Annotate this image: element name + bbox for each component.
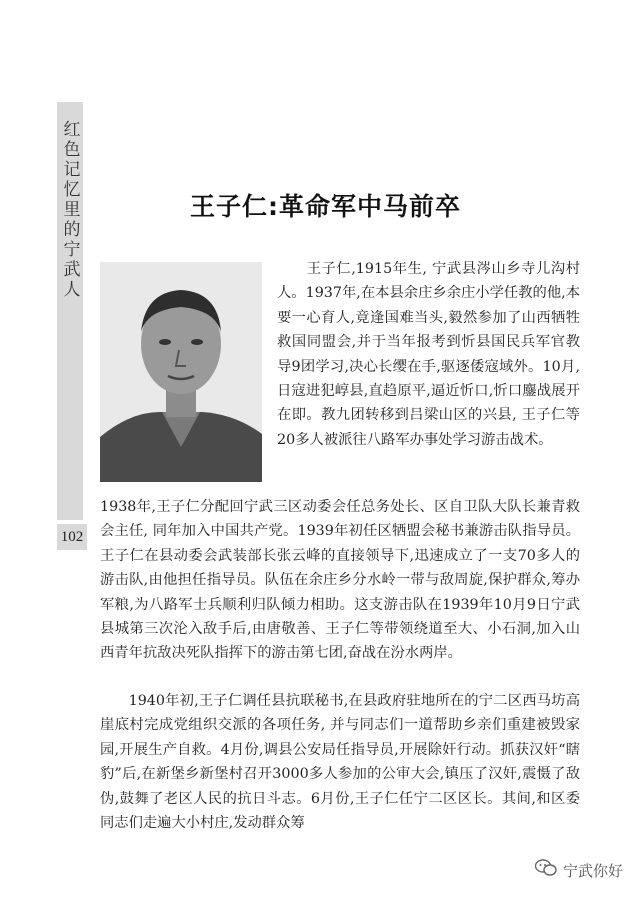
- page-number: 102: [57, 524, 87, 550]
- paragraph-1938: 1938年,王子仁分配回宁武三区动委会任总务处长、区自卫队大队长兼青救会主任, 同年加入中国共产党。1939年初任区牺盟会秘书兼游击队指导员。王子仁在县动委会武装部长张云峰的直接领导下,迅速成立了一支70多人的游击队,由他担任指导员。队伍在余庄乡分水岭一带与敌周旋,保护群众,筹办军粮,为八路军士兵顺利归队倾力相助。这支游击队在1939年10月9日宁武县城第三次沦入敌手后,由唐敬善、王子仁等带领绕道至大、小石洞,加入山西青年抗敌决死队指挥下的游击第七团,奋战在汾水两岸。: [100, 499, 580, 662]
- source-watermark: [535, 858, 623, 882]
- paragraph-1940: 1940年初,王子仁调任县抗联秘书,在县政府驻地所在的宁二区西马坊高崖底村完成党组织交派的各项任务, 并与同志们一道帮助乡亲们重建被毁家园,开展生产自救。4月份,调县公安局任指导员,开展除奸行动。抓获汉奸“瞎豹”后,在新堡乡新堡村召开3000多人参加的公审大会,镇压了汉奸,震慑了敌伪,鼓舞了老区人民的抗日斗志。6月份,王子仁任宁二区区长。其间,和区委同志们走遍大小村庄,发动群众筹: [100, 693, 580, 832]
- article-title: 王子仁:革命军中马前卒: [190, 192, 461, 221]
- book-title-vertical: 红色记忆里的宁武人: [63, 120, 81, 300]
- watermark-label: 宁武你好: [563, 861, 624, 880]
- wechat-icon: [535, 859, 557, 881]
- intro-text: 王子仁,1915年生, 宁武县涔山乡寺儿沟村人。1937年,在本县余庄乡余庄小学任教的他,本要一心育人,竟逢国难当头,毅然参加了山西牺牲救国同盟会,并于当年报考到忻县国民兵军官教导9团学习,决心长缨在手,驱逐倭寇域外。10月,日寇进犯崞县,直趋原平,逼近忻口,忻口鏖战展开在即。教九团转移到吕梁山区的兴县, 王子仁等20多人被派往八路军办事处学习游击战术。: [277, 261, 580, 448]
- portrait-photo: [100, 262, 262, 482]
